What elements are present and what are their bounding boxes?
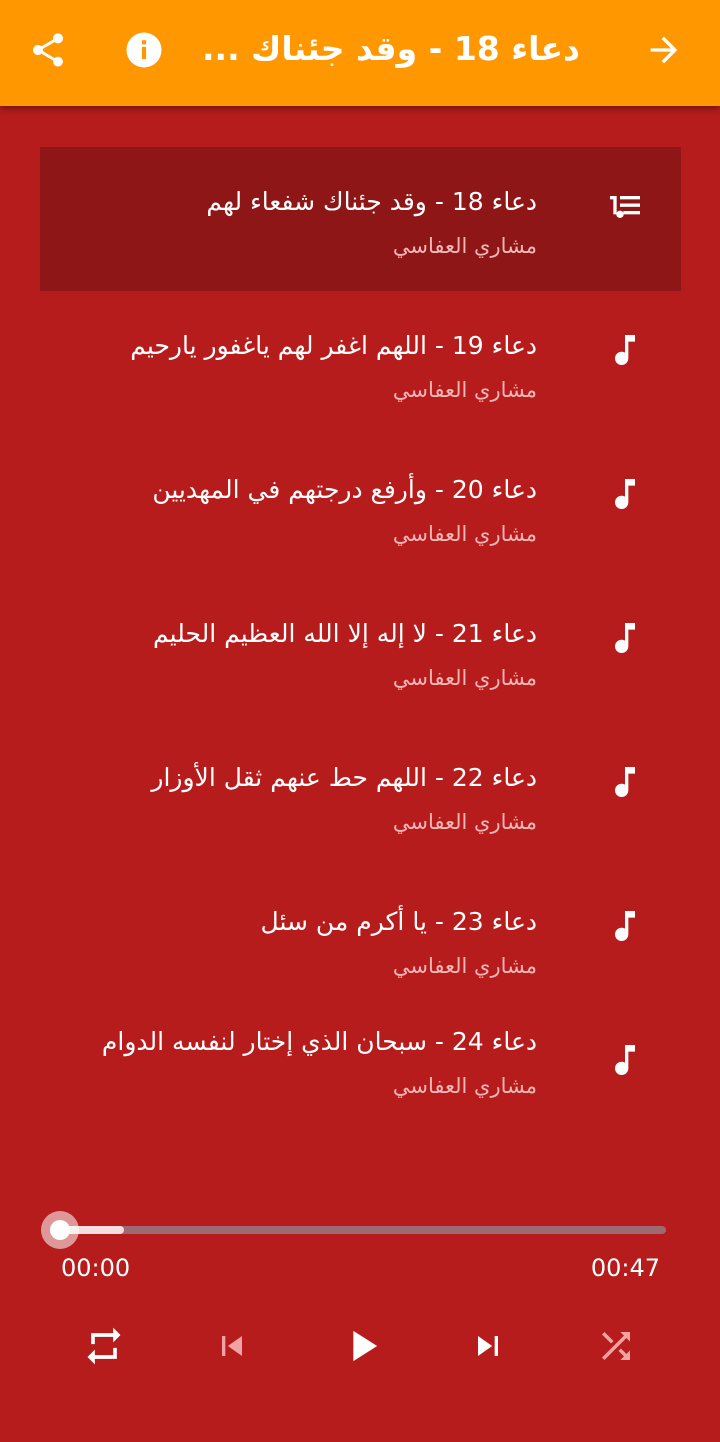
- track-artist: مشاري العفاسي: [392, 666, 537, 690]
- music-note-icon: [600, 325, 650, 375]
- track-title: دعاء 24 - سبحان الذي إختار لنفسه الدوام: [101, 1027, 537, 1056]
- skip-previous-icon: [212, 1326, 252, 1366]
- list-item[interactable]: [40, 291, 681, 435]
- info-button[interactable]: [114, 20, 174, 80]
- shuffle-button[interactable]: [586, 1316, 646, 1376]
- track-artist: مشاري العفاسي: [392, 522, 537, 546]
- track-title: دعاء 18 - وقد جئناك شفعاء لهم: [206, 187, 537, 216]
- track-title: دعاء 23 - يا أكرم من سئل: [260, 907, 537, 936]
- music-note-icon: [600, 1035, 650, 1085]
- next-button[interactable]: [458, 1316, 518, 1376]
- share-button[interactable]: [18, 20, 78, 80]
- duration: 00:47: [590, 1254, 660, 1282]
- screen-title: دعاء 18 - وقد جئناك ...: [202, 29, 580, 68]
- track-title: دعاء 20 - وأرفع درجتهم في المهديين: [152, 475, 537, 504]
- track-title: دعاء 19 - اللهم اغفر لهم ياغفور يارحيم: [130, 331, 537, 360]
- track-artist: مشاري العفاسي: [392, 234, 537, 258]
- skip-next-icon: [468, 1326, 508, 1366]
- queue-playing-icon: [600, 181, 650, 231]
- play-icon: [336, 1320, 388, 1372]
- seek-bar[interactable]: [60, 1226, 666, 1234]
- current-time: 00:00: [61, 1254, 131, 1282]
- previous-button[interactable]: [202, 1316, 262, 1376]
- seek-thumb[interactable]: [41, 1211, 79, 1249]
- play-button[interactable]: [332, 1316, 392, 1376]
- info-icon: [123, 29, 165, 71]
- track-title: دعاء 21 - لا إله إلا الله العظيم الحليم: [153, 619, 537, 648]
- track-artist: مشاري العفاسي: [392, 810, 537, 834]
- track-artist: مشاري العفاسي: [392, 1074, 537, 1098]
- music-note-icon: [600, 901, 650, 951]
- track-title: دعاء 22 - اللهم حط عنهم ثقل الأوزار: [151, 763, 537, 792]
- player-controls: [0, 1200, 720, 1442]
- music-note-icon: [600, 613, 650, 663]
- list-item[interactable]: [40, 723, 681, 867]
- list-item[interactable]: [40, 1011, 681, 1187]
- track-artist: مشاري العفاسي: [392, 378, 537, 402]
- list-item[interactable]: [40, 867, 681, 1011]
- repeat-button[interactable]: [74, 1316, 134, 1376]
- track-list: [40, 147, 681, 1187]
- share-icon: [28, 30, 68, 70]
- arrow-forward-icon: [644, 30, 684, 70]
- music-note-icon: [600, 757, 650, 807]
- track-artist: مشاري العفاسي: [392, 954, 537, 978]
- shuffle-icon: [595, 1325, 637, 1367]
- repeat-icon: [82, 1324, 126, 1368]
- list-item[interactable]: [40, 579, 681, 723]
- list-item[interactable]: [40, 435, 681, 579]
- music-note-icon: [600, 469, 650, 519]
- list-item[interactable]: [40, 147, 681, 291]
- app-bar: [0, 0, 720, 106]
- back-button[interactable]: [634, 20, 694, 80]
